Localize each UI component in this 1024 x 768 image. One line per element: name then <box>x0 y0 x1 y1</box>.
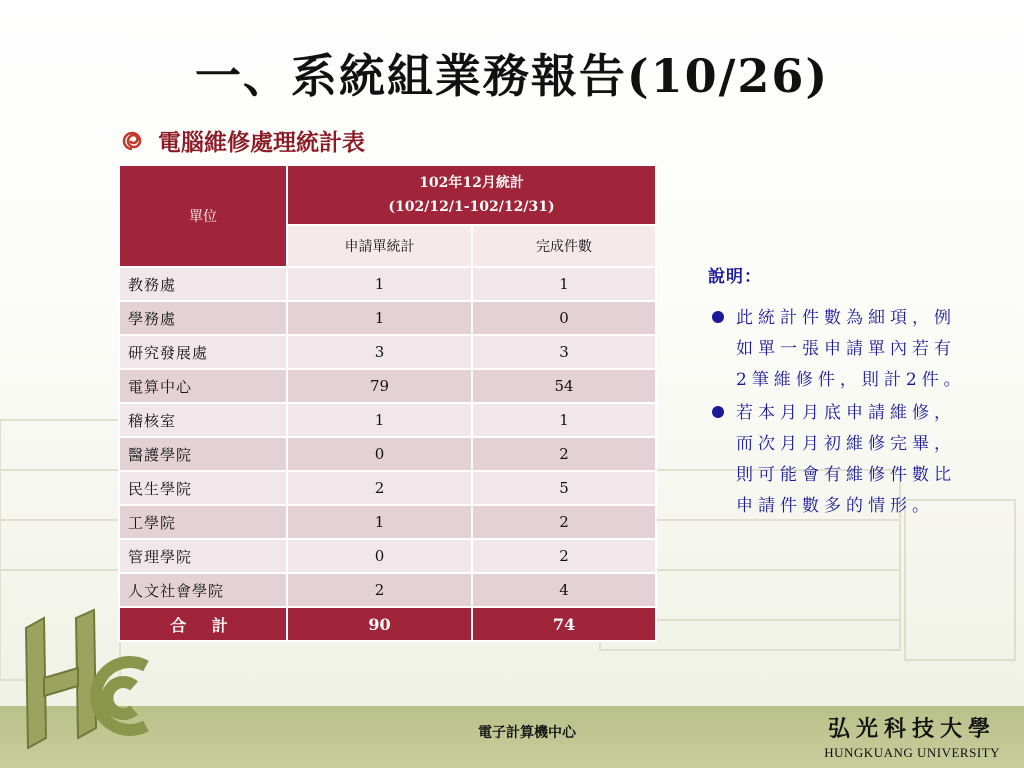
unit-cell: 管理學院 <box>119 539 287 573</box>
unit-cell: 人文社會學院 <box>119 573 287 607</box>
table-row <box>119 335 656 369</box>
completed-cell: 3 <box>472 335 656 369</box>
note-text: 此統計件數為細項，例如單一張申請單內若有2筆維修件，則計2件。 <box>736 308 966 390</box>
bullet-dot-icon <box>712 406 724 418</box>
requests-cell: 1 <box>287 403 472 437</box>
requests-cell: 2 <box>287 573 472 607</box>
unit-cell: 醫護學院 <box>119 437 287 471</box>
table-row <box>119 437 656 471</box>
table-row <box>119 369 656 403</box>
unit-cell: 電算中心 <box>119 369 287 403</box>
requests-cell: 1 <box>287 301 472 335</box>
period-header <box>287 165 656 225</box>
table-row <box>119 539 656 573</box>
completed-cell: 54 <box>472 369 656 403</box>
unit-cell: 工學院 <box>119 505 287 539</box>
unit-cell: 學務處 <box>119 301 287 335</box>
completed-cell: 5 <box>472 471 656 505</box>
requests-cell: 0 <box>287 539 472 573</box>
total-label: 合 計 <box>119 607 287 641</box>
requests-cell: 79 <box>287 369 472 403</box>
note-text: 若本月月底申請維修，而次月月初維修完畢，則可能會有維修件數比申請件數多的情形。 <box>736 403 956 516</box>
requests-cell: 3 <box>287 335 472 369</box>
total-requests: 90 <box>287 607 472 641</box>
bullet-dot-icon <box>712 311 724 323</box>
requests-cell: 2 <box>287 471 472 505</box>
unit-cell: 民生學院 <box>119 471 287 505</box>
unit-cell: 教務處 <box>119 267 287 301</box>
notes-panel <box>708 262 1008 524</box>
swirl-bullet-icon <box>122 131 142 151</box>
table-row <box>119 403 656 437</box>
completed-cell: 1 <box>472 267 656 301</box>
note-item <box>708 303 1008 396</box>
notes-heading: 說明： <box>708 267 762 287</box>
unit-cell: 稽核室 <box>119 403 287 437</box>
table-row <box>119 301 656 335</box>
period-header-line2: (102/12/1-102/12/31) <box>388 199 555 215</box>
note-item <box>708 398 1008 522</box>
unit-cell: 研究發展處 <box>119 335 287 369</box>
university-name-cn: 弘光科技大學 <box>827 716 996 742</box>
table-row <box>119 267 656 301</box>
table-row <box>119 505 656 539</box>
total-row <box>119 607 656 641</box>
subtitle <box>122 124 365 157</box>
col-requests-header: 申請單統計 <box>287 225 472 267</box>
repair-stats-table <box>118 164 657 642</box>
requests-cell: 1 <box>287 505 472 539</box>
requests-cell: 0 <box>287 437 472 471</box>
completed-cell: 2 <box>472 539 656 573</box>
university-name-en: HUNGKUANG UNIVERSITY <box>824 745 1000 760</box>
table-row <box>119 573 656 607</box>
period-header-line1: 102年12月統計 <box>419 175 524 191</box>
subtitle-text: 電腦維修處理統計表 <box>158 129 365 156</box>
total-completed: 74 <box>472 607 656 641</box>
completed-cell: 0 <box>472 301 656 335</box>
table-row <box>119 471 656 505</box>
completed-cell: 2 <box>472 505 656 539</box>
completed-cell: 4 <box>472 573 656 607</box>
completed-cell: 2 <box>472 437 656 471</box>
col-completed-header: 完成件數 <box>472 225 656 267</box>
department-name: 電子計算機中心 <box>478 725 576 741</box>
completed-cell: 1 <box>472 403 656 437</box>
page-title: 一、系統組業務報告(10/26) <box>194 49 830 103</box>
unit-header: 單位 <box>119 165 287 267</box>
requests-cell: 1 <box>287 267 472 301</box>
